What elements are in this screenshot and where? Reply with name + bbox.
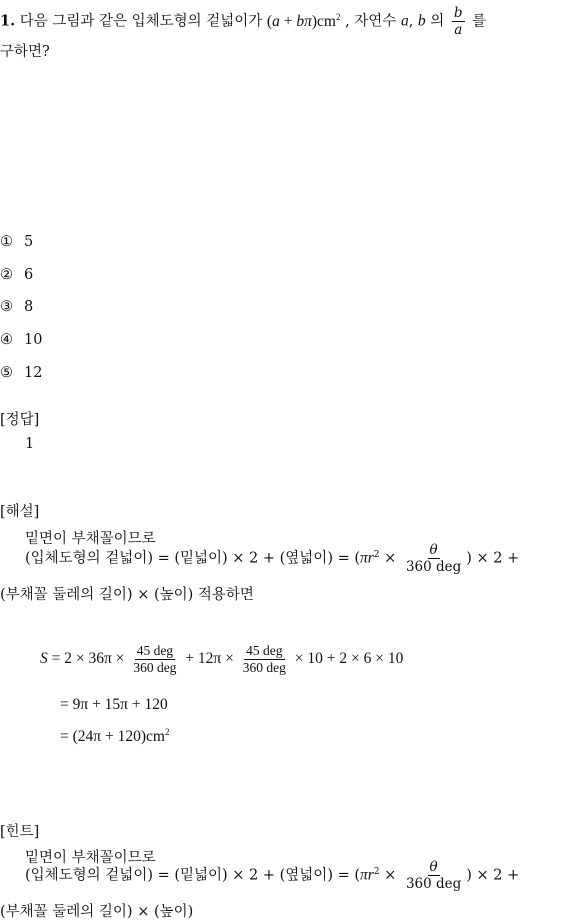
- choice-3[interactable]: [0, 299, 33, 315]
- ratio-fraction: $\frac{b}{a}$: [453, 5, 463, 39]
- question-text-end: 를: [472, 13, 487, 30]
- answer-label: [정답]: [0, 412, 40, 428]
- question-number: 1.: [0, 12, 16, 30]
- equation-3: = $(24\pi + 120)cm^2$: [60, 726, 170, 745]
- choice-1[interactable]: [0, 234, 33, 250]
- var-a: a: [400, 12, 409, 30]
- choice-4[interactable]: [0, 332, 42, 348]
- choice-mark: ③: [0, 299, 13, 315]
- choice-value: 6: [24, 267, 34, 283]
- question-text-of: 의: [430, 13, 445, 30]
- explanation-line-2: (입체도형의 겉넓이) = (밑넓이) × 2 + (옆넓이) = ($\pi r^2$ × $\frac{\theta}{\text{360 deg}}$ ) × 2 +: [25, 542, 520, 576]
- choice-mark: ④: [0, 332, 13, 348]
- choice-mark: ⑤: [0, 365, 13, 381]
- area-formula: $(a + b\pi)cm^2$: [266, 11, 341, 30]
- choice-value: 8: [24, 299, 34, 315]
- question-line-2: 구하면?: [0, 44, 50, 60]
- choice-mark: ②: [0, 267, 13, 283]
- equation-2: = 9π + 15π + 120: [60, 696, 168, 713]
- hint-line-1: 밑면이 부채꼴이므로: [25, 850, 156, 866]
- var-b: b: [417, 12, 426, 30]
- choice-mark: ①: [0, 234, 13, 250]
- choice-value: 10: [24, 332, 43, 348]
- equation-1: S = 2 × 36π × $\frac{\text{45 deg}}{\text{360 deg}}$ + 12π × $\frac{\text{45 deg}}{\text{360 deg}}$ × 10 + 2 × 6 × 10: [40, 643, 404, 676]
- choice-value: 12: [24, 365, 43, 381]
- hint-label: [힌트]: [0, 824, 40, 840]
- choice-5[interactable]: [0, 365, 42, 381]
- hint-line-3: (부채꼴 둘레의 길이) × (높이): [0, 904, 194, 920]
- choice-2[interactable]: [0, 267, 33, 283]
- choice-value: 5: [24, 234, 34, 250]
- answer-value: 1: [25, 436, 35, 452]
- explanation-line-3: (부채꼴 둘레의 길이) × (높이) 적용하면: [0, 587, 254, 603]
- question-line-1: 1. 다음 그림과 같은 입체도형의 겉넓이가 $(a + b\pi)cm^2$ , 자연수 a, b 의 $\frac{b}{a}$ 를: [0, 5, 487, 39]
- question-text-mid: , 자연수: [345, 13, 397, 30]
- explanation-line-1: 밑면이 부채꼴이므로: [25, 531, 156, 547]
- explanation-label: [해설]: [0, 504, 40, 520]
- hint-line-2: (입체도형의 겉넓이) = (밑넓이) × 2 + (옆넓이) = ($\pi r^2$ × $\frac{\theta}{\text{360 deg}}$ ) × 2 +: [25, 859, 520, 893]
- question-text: 다음 그림과 같은 입체도형의 겉넓이가: [19, 13, 263, 30]
